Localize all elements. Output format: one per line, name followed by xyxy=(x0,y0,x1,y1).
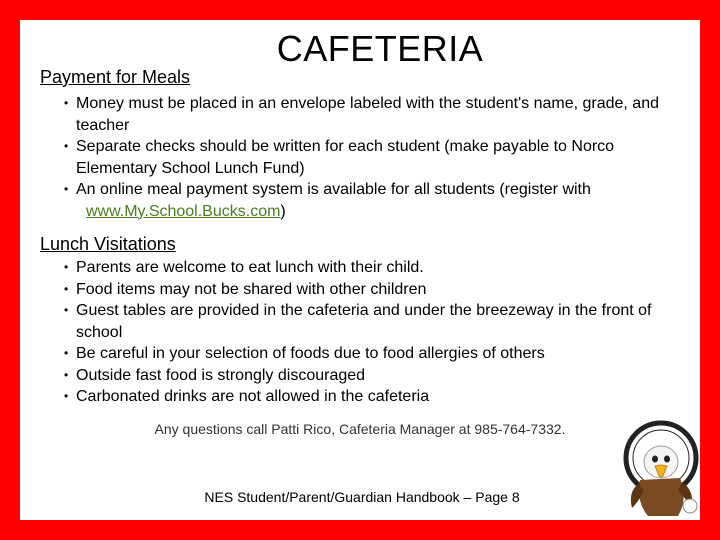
page-title: CAFETERIA xyxy=(276,28,484,69)
myschoolbucks-link[interactable]: www.My.School.Bucks.com xyxy=(86,202,281,220)
payment-heading: Payment for Meals xyxy=(40,67,191,87)
online-payment-suffix: ) xyxy=(280,202,286,220)
lunch-heading: Lunch Visitations xyxy=(40,234,176,254)
list-item xyxy=(64,179,694,222)
list-item: • Food items may not be shared with other children xyxy=(64,279,694,301)
lunch-list xyxy=(64,257,694,408)
eagle-mascot-icon xyxy=(618,420,704,518)
footer-text: NES Student/Parent/Guardian Handbook – Page 8 xyxy=(204,489,520,505)
list-item: • Parents are welcome to eat lunch with their child. xyxy=(64,257,694,279)
list-item: • Separate checks should be written for each student (make payable to Norco Elementary School Lunch Fund) xyxy=(64,136,694,179)
list-item: • Be careful in your selection of foods due to food allergies of others xyxy=(64,343,694,365)
list-item: • Money must be placed in an envelope labeled with the student's name, grade, and teacher xyxy=(64,93,694,136)
list-item: • Outside fast food is strongly discouraged xyxy=(64,365,694,387)
contact-text: Any questions call Patti Rico, Cafeteria Manager at 985-764-7332. xyxy=(154,421,566,437)
online-payment-text: An online meal payment system is available for all students (register with xyxy=(76,181,591,198)
list-item: • Carbonated drinks are not allowed in the cafeteria xyxy=(64,386,694,408)
payment-list xyxy=(64,93,694,222)
list-item: • Guest tables are provided in the cafeteria and under the breezeway in the front of school xyxy=(64,300,694,343)
